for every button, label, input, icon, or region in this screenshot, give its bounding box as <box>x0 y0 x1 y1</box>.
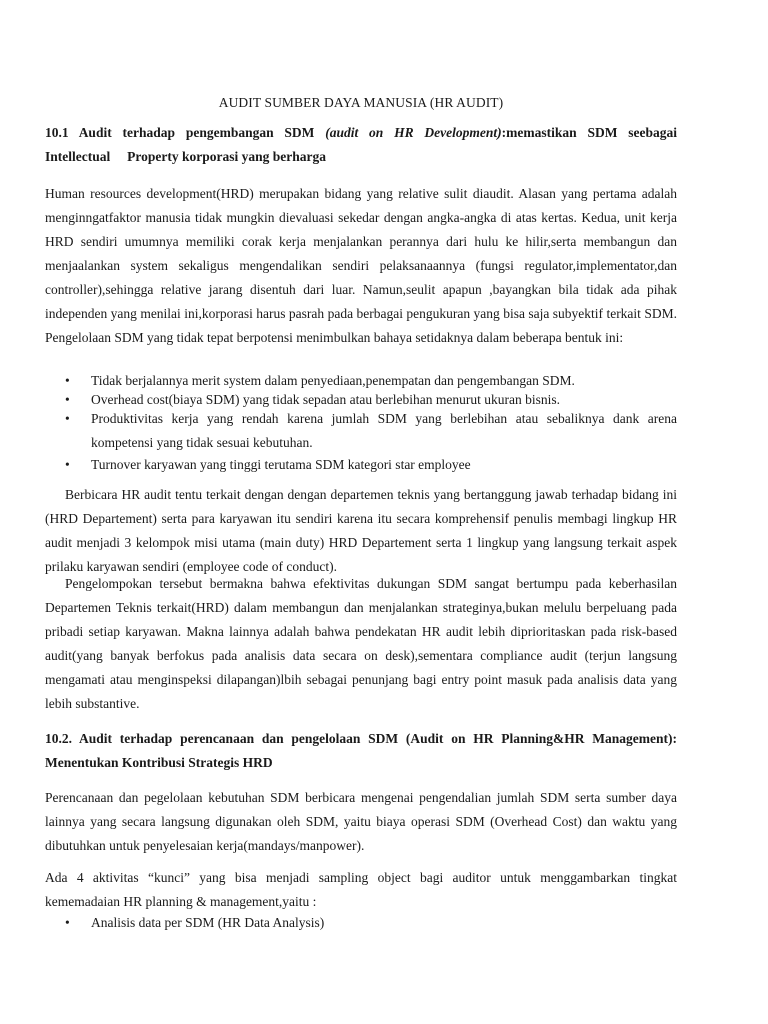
section-1-heading <box>45 121 677 169</box>
section-2-bullet-list <box>45 913 677 932</box>
bullet-icon: • <box>65 392 70 407</box>
list-item: • Produktivitas kerja yang rendah karena jumlah SDM yang berlebihan atau sebaliknya dank arena kompetensi yang tidak sesuai kebutuhan. <box>45 407 677 455</box>
document-title: AUDIT SUMBER DAYA MANUSIA (HR AUDIT) <box>218 95 504 110</box>
section-1-paragraph-2: Berbicara HR audit tentu terkait dengan dengan departemen teknis yang bertanggung jawab terhadap bidang ini (HRD Departement) serta para karyawan itu sendiri karena itu secara komprehensif penulis membagi lingkup HR audit menjadi 3 kelompok misi utama (main duty) HRD Departement serta 1 lingkup yang langsung terkait aspek prilaku karyawan sendiri (employee code of conduct). <box>45 487 677 574</box>
bullet-icon: • <box>65 373 70 388</box>
list-item: • Overhead cost(biaya SDM) yang tidak sepadan atau berlebihan menurut ukuran bisnis. <box>65 392 560 407</box>
section-1-heading-number: 10.1 Audit terhadap pengembangan SDM <box>45 125 326 140</box>
section-1-heading-italic: (audit on HR Development) <box>325 125 502 140</box>
section-1-paragraph-3: Pengelompokan tersebut bermakna bahwa efektivitas dukungan SDM sangat bertumpu pada keberhasilan Departemen Teknis terkait(HRD) dalam membangun dan menjalankan strateginya,bukan melulu berpeluang pada pribadi setiap karyawan. Makna lainnya adalah bahwa pendekatan HR audit lebih diprioritaskan pada risk-based audit(yang banyak berfokus pada analisis data secara on desk),sementara compliance audit (terjun langsung mengamati atau menginspeksi dilapangan)lbih sebagai penunjang bagi entry point masuk pada analisis data yang lebih substantive. <box>45 576 677 711</box>
bullet-icon: • <box>65 457 70 472</box>
list-item: • Analisis data per SDM (HR Data Analysis) <box>65 915 325 930</box>
section-1-heading-rest: :memastikan SDM seebagai Intellectual Property korporasi yang berharga <box>45 125 677 164</box>
section-2-paragraph-1: Perencanaan dan pegelolaan kebutuhan SDM berbicara mengenai pengendalian jumlah SDM serta sumber daya lainnya yang secara langsung digunakan oleh SDM, yaitu biaya operasi SDM (Overhead Cost) dan waktu yang dibutuhkan untuk penyelesaian kerja(mandays/manpower). <box>45 790 677 853</box>
section-1-bullet-list <box>45 371 677 474</box>
section-1-paragraph-1: Human resources development(HRD) merupakan bidang yang relative sulit diaudit. Alasan yang pertama adalah menginngatfaktor manusia tidak mungkin dievaluasi sekedar dengan angka-angka di atas kertas. Kedua, unit kerja HRD sendiri umumnya memiliki corak kerja menjalankan perannya dari hulu ke hilir,serta membangun dan menjaalankan system sekaligus mengendalikan sendiri pelaksanaannya (fungsi regulator,implementator,dan controller),sehingga relative jarang disentuh dari luar. Namun,seulit apapun ,bayangkan bila tidak ada pihak independen yang menilai ini,korporasi harus pasrah pada berbagai pengukuran yang bisa saja subyektif terkait SDM. Pengelolaan SDM yang tidak tepat berpotensi menimbulkan bahaya setidaknya dalam beberapa bentuk ini: <box>45 186 677 345</box>
bullet-icon: • <box>65 915 70 930</box>
section-2-paragraph-2: Ada 4 aktivitas “kunci” yang bisa menjadi sampling object bagi auditor untuk menggambarkan tingkat kememadaian HR planning & management,yaitu : <box>45 870 677 909</box>
bullet-icon: • <box>65 411 70 426</box>
list-item: • Tidak berjalannya merit system dalam penyediaan,penempatan dan pengembangan SDM. <box>65 373 575 388</box>
list-item: • Turnover karyawan yang tinggi terutama SDM kategori star employee <box>65 457 471 472</box>
section-2-heading: 10.2. Audit terhadap perencanaan dan pengelolaan SDM (Audit on HR Planning&HR Management): Menentukan Kontribusi Strategis HRD <box>45 731 677 770</box>
